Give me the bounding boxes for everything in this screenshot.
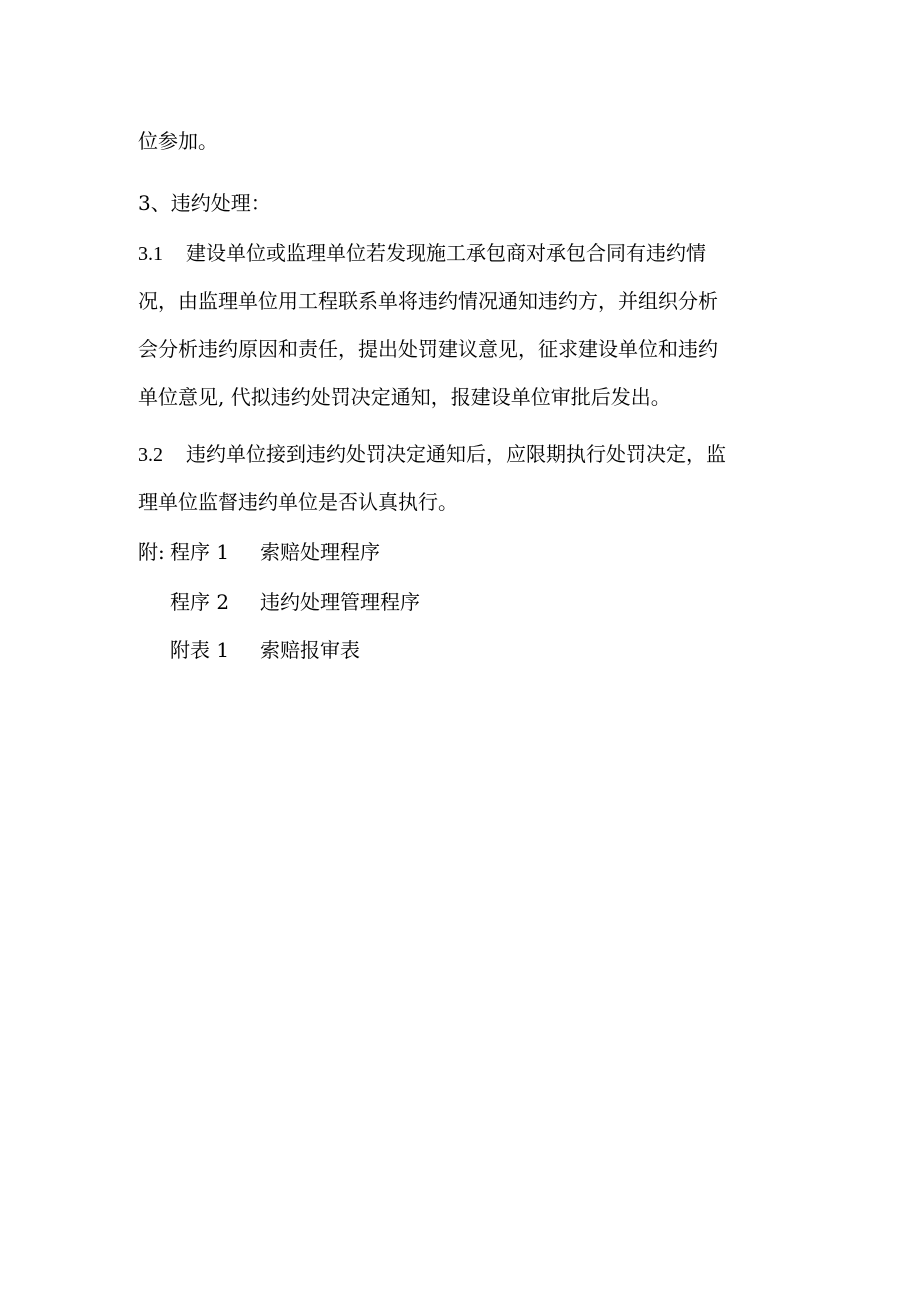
appendix-entry-2 [170, 589, 420, 615]
item-3-1-line-2: 况，由监理单位用工程联系单将违约情况通知违约方，并组织分析 [138, 289, 718, 313]
appendix-code: 附表 1 [170, 638, 230, 662]
item-3-1-line-4: 单位意见, 代拟违约处罚决定通知，报建设单位审批后发出。 [138, 385, 671, 409]
item-3-1-line-1 [138, 240, 706, 267]
continuation-text: 位参加。 [138, 129, 218, 153]
item-3-2-line-2: 理单位监督违约单位是否认真执行。 [138, 490, 458, 514]
item-text: 违约单位接到违约处罚决定通知后，应限期执行处罚决定，监 [186, 442, 726, 466]
appendix-title: 索赔处理程序 [260, 540, 380, 564]
item-text: 建设单位或监理单位若发现施工承包商对承包合同有违约情 [186, 241, 706, 265]
appendix-code: 程序 1 [170, 540, 230, 564]
appendix-title: 索赔报审表 [260, 638, 360, 662]
item-number: 3.2 [138, 444, 163, 466]
appendix-title: 违约处理管理程序 [260, 590, 420, 614]
item-3-1-line-3: 会分析违约原因和责任，提出处罚建议意见，征求建设单位和违约 [138, 337, 718, 361]
section-heading: 3、违约处理： [138, 191, 271, 215]
item-number: 3.1 [138, 243, 163, 265]
appendix-code: 程序 2 [170, 590, 230, 614]
appendix-label: 附: [138, 540, 165, 564]
appendix-entry-1 [138, 539, 380, 565]
appendix-entry-3 [170, 637, 360, 663]
item-3-2-line-1 [138, 441, 726, 468]
